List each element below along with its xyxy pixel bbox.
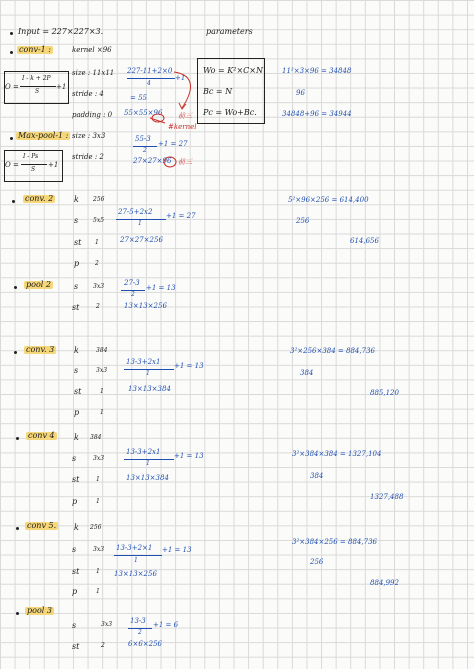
conv1-param3: 34848+96 = 34944	[282, 110, 352, 118]
pool3-calc1-rest: +1 = 6	[153, 621, 179, 629]
conv3-title: conv. 3	[26, 345, 55, 354]
formula-plus: +1	[56, 83, 67, 91]
conv4-k-label: k	[74, 433, 79, 442]
conv2-st-label: st	[74, 238, 82, 247]
conv1-calc1-plus: +1	[175, 74, 186, 82]
pool3-calc1: 13-3	[130, 617, 146, 625]
conv2-s-val: 5x5	[93, 217, 105, 224]
bullet-conv3	[14, 351, 17, 354]
conv4-param1: 3²×384×384 = 1327,104	[292, 450, 382, 458]
conv1-title: conv-1 :	[19, 45, 51, 54]
conv4-s-val: 3x3	[93, 455, 105, 462]
pool2-s-label: s	[74, 282, 79, 291]
conv5-param3: 884,992	[370, 579, 399, 587]
conv3-st-label: st	[74, 387, 82, 396]
conv2-s-label: s	[74, 216, 79, 225]
pool3-title: pool 3	[27, 606, 52, 615]
conv3-param2: 384	[300, 369, 314, 377]
conv2-calc1-den: 1	[138, 220, 142, 227]
pool1-title: Max-pool-1 :	[18, 131, 69, 140]
conv2-param3: 614,656	[350, 237, 379, 245]
conv1-calc1: 227-11+2×0	[127, 67, 173, 75]
pool3-st-val: 2	[101, 642, 105, 649]
pool2-calc1: 27-3	[124, 279, 140, 287]
conv5-k-label: k	[74, 523, 79, 532]
pool-formula-den: S	[31, 166, 36, 173]
conv5-calc1-bar	[114, 555, 162, 556]
note-1: 前三	[178, 112, 192, 120]
pool3-st-label: st	[72, 642, 80, 651]
conv2-st-val: 1	[95, 239, 99, 246]
pool1-calc2: 27×27×96	[133, 157, 172, 165]
conv4-s-label: s	[72, 454, 77, 463]
pool3-s-val: 3x3	[101, 621, 113, 628]
conv3-p-label: p	[74, 408, 80, 417]
conv3-k-label: k	[74, 346, 79, 355]
formula-den: S	[35, 88, 40, 95]
conv5-p-label: p	[72, 587, 78, 596]
param-wo: Wo = K²×C×N	[203, 66, 263, 75]
conv3-calc1-rest: +1 = 13	[174, 362, 204, 370]
conv1-size: size : 11x11	[72, 69, 115, 77]
pool-formula-num: I - Ps	[23, 153, 39, 160]
bullet-conv4	[16, 437, 19, 440]
pool2-st-label: st	[72, 303, 80, 312]
conv1-calc1-den: 4	[147, 80, 151, 87]
conv4-calc1-rest: +1 = 13	[174, 452, 204, 460]
conv4-st-label: st	[72, 475, 80, 484]
conv4-calc1-den: 1	[146, 460, 150, 467]
conv4-p-val: 1	[96, 498, 100, 505]
conv4-k-val: 384	[90, 434, 102, 441]
conv3-param1: 3²×256×384 = 884,736	[290, 347, 375, 355]
conv3-p-val: 1	[100, 409, 104, 416]
conv3-param3: 885,120	[370, 389, 399, 397]
param-bc: Bc = N	[203, 87, 233, 96]
conv1-stride: stride : 4	[72, 90, 104, 98]
conv5-calc1-den: 1	[134, 557, 138, 564]
pool2-calc1-rest: +1 = 13	[146, 284, 176, 292]
conv3-calc1: 13-3+2x1	[126, 358, 161, 366]
param-pc: Pc = Wo+Bc.	[203, 108, 257, 117]
conv4-param2: 384	[310, 472, 324, 480]
conv5-calc2: 13×13×256	[114, 570, 157, 578]
conv3-s-val: 3x3	[96, 367, 108, 374]
conv3-k-val: 384	[96, 347, 108, 354]
conv2-calc1: 27-5+2x2	[118, 208, 153, 216]
conv3-calc2: 13×13×384	[128, 385, 171, 393]
pool3-calc2: 6×6×256	[128, 640, 162, 648]
conv5-param2: 256	[310, 558, 324, 566]
conv1-calc2: = 55	[130, 94, 147, 102]
conv5-title: conv 5.	[27, 521, 57, 530]
conv5-st-val: 1	[96, 568, 100, 575]
conv5-calc1-rest: +1 = 13	[162, 546, 192, 554]
conv4-calc2: 13×13×384	[126, 474, 169, 482]
pool2-calc2: 13×13×256	[124, 302, 167, 310]
conv4-calc1: 13-3+2x1	[126, 448, 161, 456]
conv1-param1: 11²×3×96 = 34848	[282, 67, 352, 75]
conv1-param2: 96	[296, 89, 305, 97]
input-line: Input = 227×227×3.	[18, 27, 104, 36]
conv2-calc2: 27×27×256	[120, 236, 163, 244]
formula-o: O =	[5, 83, 19, 91]
bullet-conv5	[16, 527, 19, 530]
conv4-st-val: 1	[96, 476, 100, 483]
note-2: 前三	[178, 158, 192, 166]
conv2-k-label: k	[74, 195, 79, 204]
conv5-k-val: 256	[90, 524, 102, 531]
conv2-title: conv. 2	[25, 194, 54, 203]
pool1-stride: stride : 2	[72, 153, 104, 161]
pool-formula-bar	[21, 164, 47, 165]
pool2-st-val: 2	[96, 303, 100, 310]
pool1-calc1-rest: +1 = 27	[158, 140, 188, 148]
parameters-heading: parameters	[206, 27, 253, 36]
conv5-calc1: 13-3+2×1	[116, 544, 153, 552]
bullet-pool1	[10, 137, 13, 140]
conv2-param1: 5²×96×256 = 614,400	[288, 196, 369, 204]
conv1-padding: padding : 0	[72, 111, 113, 119]
pool2-s-val: 3x3	[93, 283, 105, 290]
pool-formula-plus: +1	[48, 161, 59, 169]
pool-formula-o: O =	[5, 161, 19, 169]
conv2-calc1-rest: +1 = 27	[166, 212, 196, 220]
pool2-title: pool 2	[26, 280, 51, 289]
pool1-size: size : 3x3	[72, 132, 106, 140]
pool2-calc1-den: 2	[131, 291, 135, 298]
conv4-p-label: p	[72, 497, 78, 506]
pool1-calc1: 55-3	[135, 135, 151, 143]
conv5-param1: 3²×384×256 = 884,736	[292, 538, 377, 546]
conv3-st-val: 1	[100, 388, 104, 395]
conv1-kernel: kernel ×96	[72, 46, 112, 54]
conv5-p-val: 1	[96, 588, 100, 595]
note-kernel: #kernel	[168, 123, 197, 131]
conv3-s-label: s	[74, 366, 79, 375]
conv2-k-val: 256	[93, 196, 105, 203]
conv4-title: conv 4	[28, 431, 55, 440]
conv2-param2: 256	[296, 217, 310, 225]
pool3-calc1-den: 2	[138, 629, 142, 636]
formula-num: I - k + 2P	[22, 75, 51, 82]
conv5-st-label: st	[72, 567, 80, 576]
pool1-calc1-den: 2	[143, 147, 147, 154]
bullet-conv2	[12, 200, 15, 203]
bullet-pool3	[16, 612, 19, 615]
conv1-calc3: 55×55×96	[124, 109, 163, 117]
conv5-s-label: s	[72, 545, 77, 554]
conv5-s-val: 3x3	[93, 546, 105, 553]
conv2-p-label: p	[74, 259, 80, 268]
conv3-calc1-den: 1	[146, 370, 150, 377]
bullet-pool2	[14, 286, 17, 289]
pool3-s-label: s	[72, 621, 77, 630]
conv2-p-val: 2	[95, 260, 99, 267]
conv4-param3: 1327,488	[370, 493, 404, 501]
